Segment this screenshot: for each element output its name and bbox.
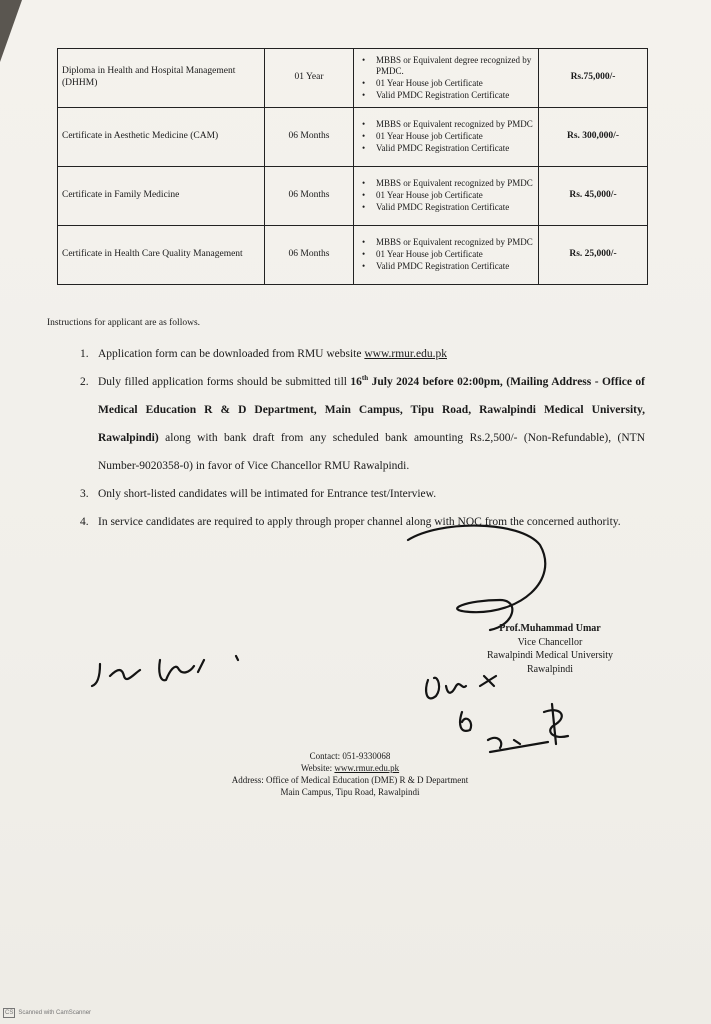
instruction-number: 1.: [80, 348, 89, 360]
course-eligibility-cell: [354, 108, 539, 167]
eligibility-item: • Valid PMDC Registration Certificate: [358, 90, 534, 102]
instructions-heading: Instructions for applicant are as follows.: [47, 318, 201, 328]
eligibility-item: • Valid PMDC Registration Certificate: [358, 261, 534, 273]
course-eligibility-cell: [354, 49, 539, 108]
instruction-number: 2.: [80, 376, 89, 388]
course-duration-cell: 06 Months: [265, 108, 354, 167]
eligibility-item: • Valid PMDC Registration Certificate: [358, 143, 534, 155]
eligibility-item: • MBBS or Equivalent recognized by PMDC: [358, 237, 534, 249]
instruction-item-3: [80, 480, 645, 508]
deadline-date: July 2024 before 02:00pm,: [368, 376, 503, 388]
instruction-item-2: [80, 368, 645, 480]
mailing-address: (Mailing Address - Office of Medical Education R & D Department, Main Campus, Tipu Road, Rawalpindi Medical University, Rawalpindi): [98, 376, 646, 444]
course-eligibility-cell: [354, 167, 539, 226]
signatory-title: Vice Chancellor: [517, 636, 583, 648]
signatory-city: Rawalpindi: [526, 663, 574, 675]
course-duration-cell: 06 Months: [265, 226, 354, 285]
eligibility-list: [358, 55, 534, 102]
instruction-text-cont: along with bank draft from any scheduled bank amounting Rs.2,500/- (Non-Refundable), (NTN Number-9020358-0) in favor of Vice Chancellor RMU Rawalpindi.: [98, 432, 645, 472]
table-row: [58, 226, 648, 285]
course-fee-cell: Rs. 25,000/-: [539, 226, 648, 285]
course-duration-cell: 01 Year: [265, 49, 354, 108]
camscanner-watermark: [3, 1008, 91, 1018]
instruction-item-1: [80, 340, 645, 368]
initials-2: [460, 704, 568, 752]
instruction-text: Application form can be downloaded from RMU website: [98, 348, 365, 360]
course-name-cell: Certificate in Health Care Quality Management: [58, 226, 265, 285]
eligibility-item: • Valid PMDC Registration Certificate: [358, 202, 534, 214]
eligibility-list: [358, 237, 534, 272]
instruction-text: Only short-listed candidates will be intimated for Entrance test/Interview.: [98, 488, 437, 500]
table-row: [58, 167, 648, 226]
eligibility-item: • 01 Year House job Certificate: [358, 190, 534, 202]
eligibility-list: [358, 119, 534, 154]
course-duration-cell: 06 Months: [265, 167, 354, 226]
footer-contact: [200, 750, 500, 798]
table-row: [58, 49, 648, 108]
deadline-day-suffix: th: [361, 374, 369, 383]
contact-phone: Contact: 051-9330068: [309, 751, 391, 761]
footer-website-link[interactable]: www.rmur.edu.pk: [334, 763, 400, 773]
courses-table: [57, 48, 648, 285]
course-name-cell: Certificate in Aesthetic Medicine (CAM): [58, 108, 265, 167]
course-fee-cell: Rs.75,000/-: [539, 49, 648, 108]
contact-address-line2: Main Campus, Tipu Road, Rawalpindi: [280, 787, 420, 797]
course-name-cell: Diploma in Health and Hospital Management (DHHM): [58, 49, 265, 108]
eligibility-list: [358, 178, 534, 213]
eligibility-item: • MBBS or Equivalent degree recognized by PMDC.: [358, 55, 534, 78]
table-row: [58, 108, 648, 167]
instruction-text: In service candidates are required to apply through proper channel along with NOC from the concerned authority.: [98, 516, 621, 528]
camscanner-logo-icon: CS: [5, 1010, 14, 1016]
instruction-item-4: [80, 508, 645, 536]
instruction-text: Duly filled application forms should be submitted till: [98, 376, 351, 388]
left-initials: [92, 656, 238, 686]
rmu-website-link[interactable]: www.rmur.edu.pk: [364, 348, 447, 360]
course-eligibility-cell: [354, 226, 539, 285]
page-corner-shadow: [0, 0, 22, 62]
eligibility-item: • 01 Year House job Certificate: [358, 249, 534, 261]
signatory-block: [470, 622, 630, 676]
eligibility-item: • MBBS or Equivalent recognized by PMDC: [358, 119, 534, 131]
instruction-number: 4.: [80, 516, 89, 528]
eligibility-item: • MBBS or Equivalent recognized by PMDC: [358, 178, 534, 190]
instruction-number: 3.: [80, 488, 89, 500]
signatory-name: Prof.Muhammad Umar: [499, 623, 601, 634]
eligibility-item: • 01 Year House job Certificate: [358, 131, 534, 143]
course-fee-cell: Rs. 45,000/-: [539, 167, 648, 226]
initials-1: [426, 676, 496, 698]
contact-address-line1: Address: Office of Medical Education (DME) R & D Department: [231, 775, 469, 785]
website-label: Website:: [300, 763, 335, 773]
signatory-organization: Rawalpindi Medical University: [486, 650, 614, 661]
eligibility-item: • 01 Year House job Certificate: [358, 78, 534, 90]
vc-signature: [408, 526, 545, 630]
instructions-list: [80, 340, 645, 536]
course-name-cell: Certificate in Family Medicine: [58, 167, 265, 226]
camscanner-text: Scanned with CamScanner: [18, 1010, 92, 1016]
deadline-day: 16: [350, 376, 362, 388]
contact-website-line: [200, 762, 500, 774]
course-fee-cell: Rs. 300,000/-: [539, 108, 648, 167]
